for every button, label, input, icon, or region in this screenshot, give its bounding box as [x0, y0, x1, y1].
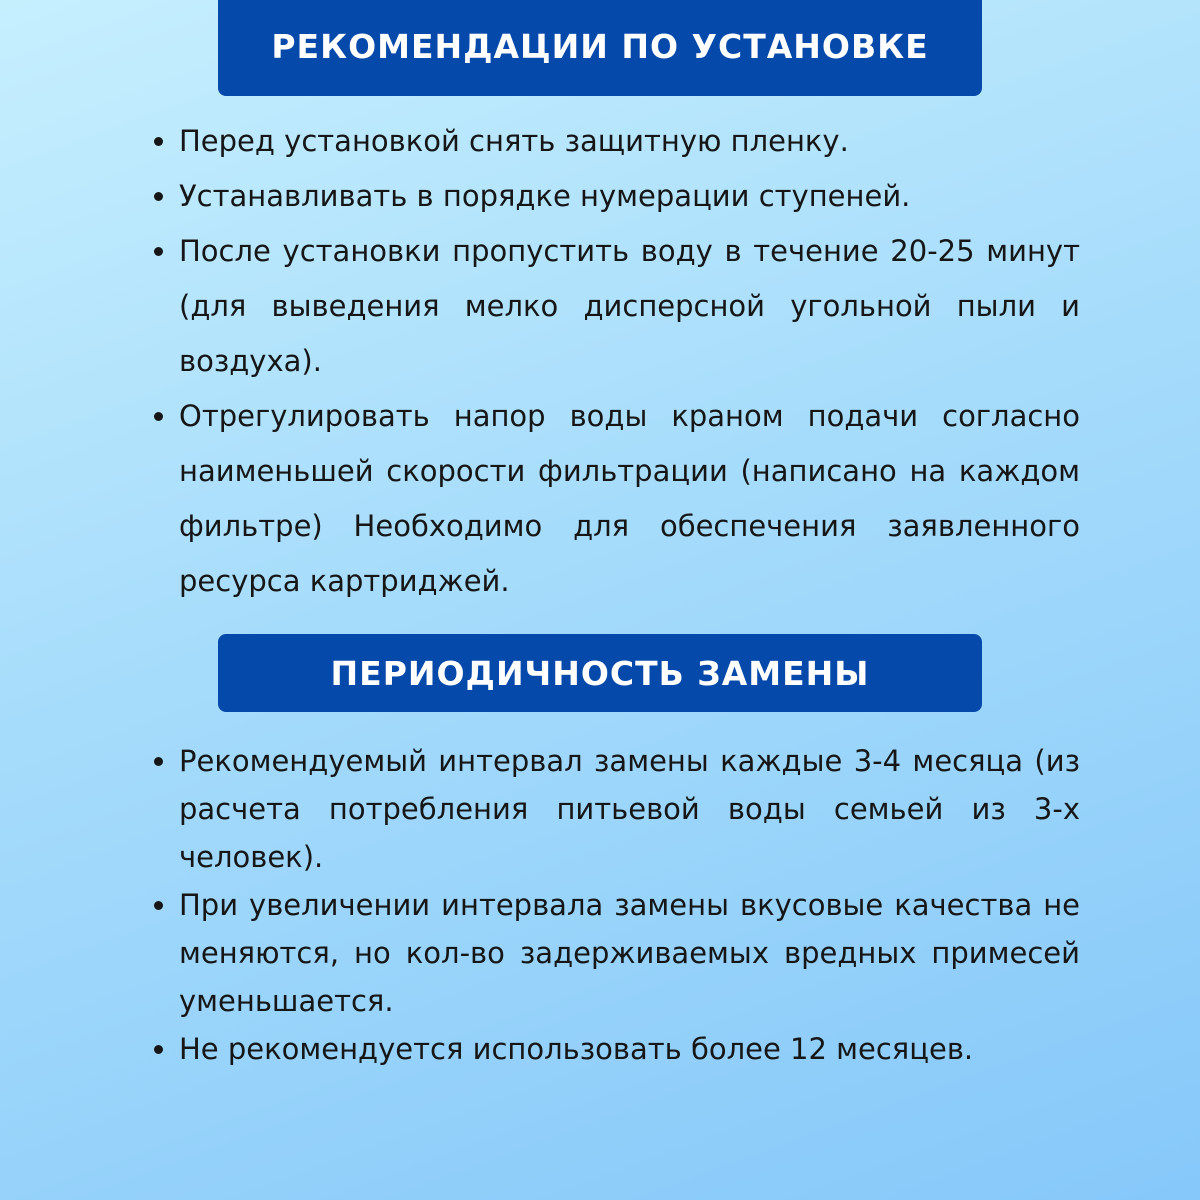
bullet-icon: [154, 901, 163, 910]
list-item-text: Не рекомендуется использовать более 12 месяцев.: [179, 1032, 974, 1066]
list-item-text: Устанавливать в порядке нумерации ступеней.: [179, 179, 911, 213]
bullet-icon: [154, 137, 163, 146]
list-item: [150, 224, 1080, 389]
list-item: [150, 114, 1080, 169]
list-item: [150, 169, 1080, 224]
list-item-text: Рекомендуемый интервал замены каждые 3-4 месяца (из расчета потребления питьевой воды семьей из 3-х человек).: [179, 744, 1080, 874]
list-item: [150, 1025, 1080, 1073]
replacement-title-banner: [218, 634, 982, 712]
bullet-icon: [154, 192, 163, 201]
installation-list: [150, 114, 1080, 609]
list-item: [150, 389, 1080, 609]
list-item-text: Отрегулировать напор воды краном подачи согласно наименьшей скорости фильтрации (написано на каждом фильтре) Необходимо для обеспечения заявленного ресурса картриджей.: [179, 399, 1080, 598]
bullet-icon: [154, 412, 163, 421]
bullet-icon: [154, 1045, 163, 1054]
list-item: [150, 737, 1080, 881]
bullet-icon: [154, 757, 163, 766]
replacement-title: ПЕРИОДИЧНОСТЬ ЗАМЕНЫ: [330, 653, 870, 693]
bullet-icon: [154, 247, 163, 256]
list-item-text: Перед установкой снять защитную пленку.: [179, 124, 849, 158]
list-item-text: После установки пропустить воду в течение 20-25 минут (для выведения мелко дисперсной угольной пыли и воздуха).: [179, 234, 1080, 378]
replacement-list: [150, 737, 1080, 1073]
installation-title-banner: [218, 0, 982, 96]
installation-title: РЕКОМЕНДАЦИИ ПО УСТАНОВКЕ: [271, 26, 929, 66]
list-item: [150, 881, 1080, 1025]
list-item-text: При увеличении интервала замены вкусовые качества не меняются, но кол-во задерживаемых вредных примесей уменьшается.: [179, 888, 1080, 1018]
